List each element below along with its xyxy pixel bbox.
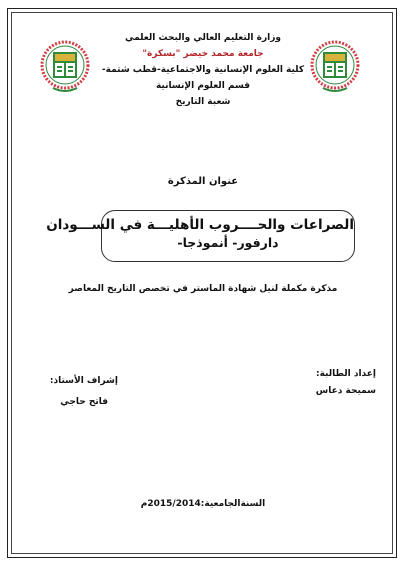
- memo-title-box: [46, 210, 355, 262]
- supervisor-label: إشراف الأستاذ:: [49, 376, 118, 386]
- supervisor-name: فاتح حاجي: [60, 397, 108, 407]
- prepared-by-label: إعداد الطالبة:: [316, 369, 376, 379]
- department-line: قسم العلوم الإنسانية: [155, 81, 251, 91]
- branch-line: شعبة التاريخ: [175, 97, 231, 107]
- ministry-line: وزارة التعليم العالي والبحث العلمي: [124, 33, 282, 43]
- memo-title-line1: الصراعات والحــــروب الأهليـــة في الســـودان: [46, 217, 354, 233]
- student-name: سميحة دعاس: [315, 386, 376, 396]
- university-line: جامعة محمد خيضر "بسكرة": [142, 49, 264, 59]
- academic-year: السنةالجامعية:2015/2014م: [140, 499, 266, 509]
- faculty-line: كلية العلوم الإنسانية والاجتماعية-قطب شتمة-: [101, 65, 305, 75]
- memo-title-label: عنوان المذكرة: [167, 176, 239, 187]
- institution-header: [82, 30, 324, 110]
- memo-title-line2: دارفور- أنموذجا-: [177, 235, 279, 250]
- degree-statement: مذكرة مكملة لنيل شهادة الماستر في تخصص التاريخ المعاصر: [68, 284, 338, 294]
